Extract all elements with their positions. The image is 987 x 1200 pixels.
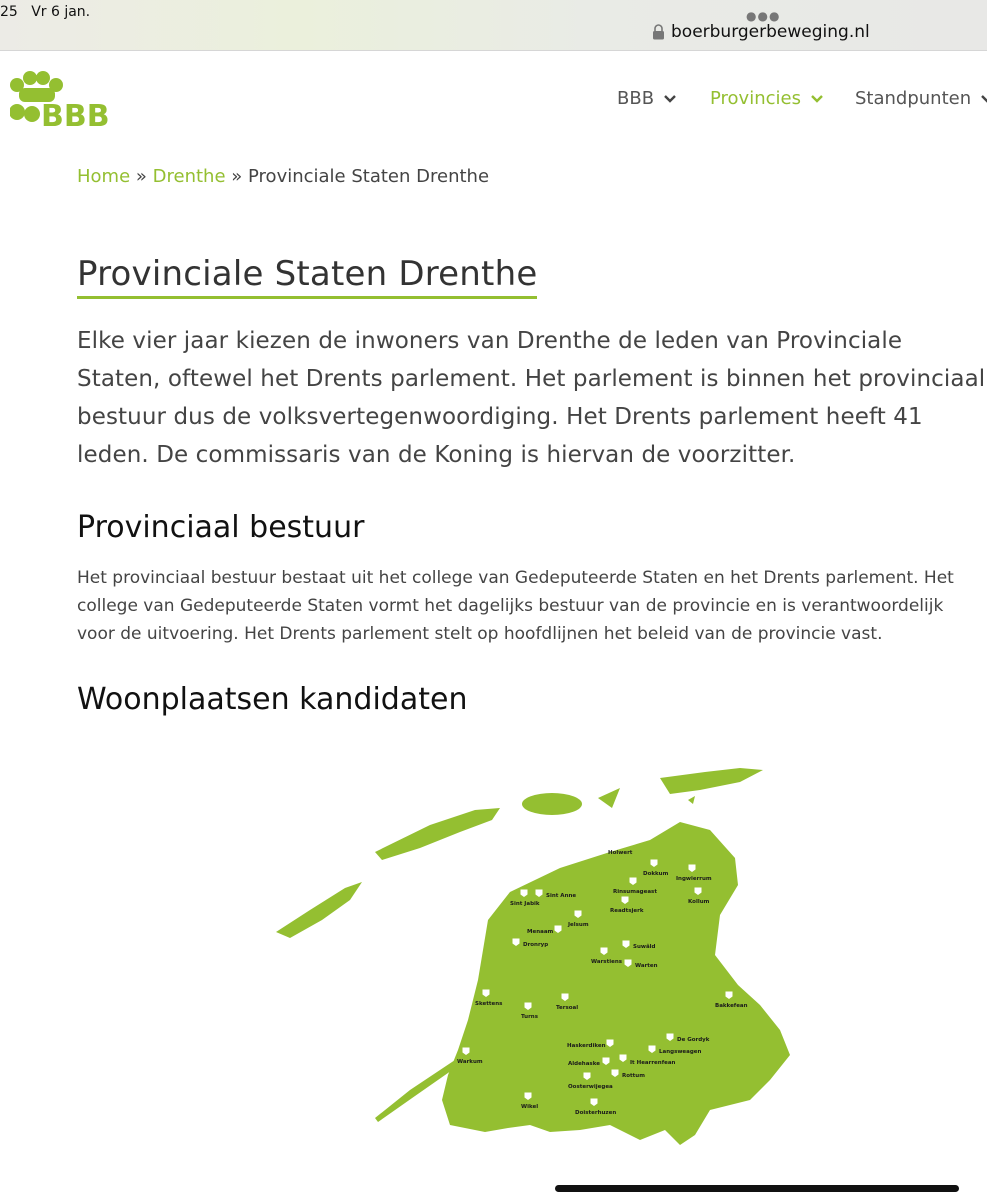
- map-place-label: Dronryp: [523, 942, 549, 948]
- breadcrumb-home-link[interactable]: Home: [77, 166, 131, 187]
- breadcrumb: [77, 166, 489, 187]
- chevron-down-icon: [664, 95, 676, 103]
- map-place-label: Doisterhuzen: [575, 1110, 617, 1116]
- map-place-label: Oosterwijegea: [568, 1084, 613, 1090]
- map-place-label: It Hearrenfean: [630, 1060, 676, 1066]
- map-place-label: Haskerdiken: [567, 1043, 606, 1049]
- section-heading-woonplaatsen: Woonplaatsen kandidaten: [77, 682, 468, 717]
- map-landmass: [276, 768, 790, 1145]
- page-title: Provinciale Staten Drenthe: [77, 254, 537, 299]
- home-indicator[interactable]: [555, 1185, 959, 1192]
- map-place-label: Aldehaske: [568, 1061, 600, 1067]
- map-place-label: Dokkum: [643, 871, 669, 877]
- map-place-label: Menaam: [527, 929, 554, 935]
- map-place-label: Ingwierrum: [676, 876, 712, 882]
- map-place-label: Tersoal: [556, 1005, 579, 1011]
- browser-status-bar: [0, 0, 987, 51]
- bbb-logo[interactable]: [10, 68, 125, 134]
- tab-dots-icon[interactable]: ●●●: [746, 9, 781, 23]
- breadcrumb-current: Provinciale Staten Drenthe: [248, 166, 490, 187]
- breadcrumb-separator: »: [231, 166, 243, 187]
- logo-text: BBB: [41, 99, 110, 130]
- map-place-label: Warstiens: [591, 959, 623, 965]
- lock-icon: [652, 24, 665, 40]
- map-place-label: Rottum: [622, 1073, 645, 1079]
- map-place-label: Skettens: [475, 1001, 503, 1007]
- map-place-label: Wikel: [521, 1104, 539, 1110]
- map-place-label: Warten: [635, 963, 658, 969]
- intro-paragraph: Elke vier jaar kiezen de inwoners van Drenthe de leden van Provinciale Staten, oftewel het Drents parlement. Het parlement is binnen het provinciaal bestuur dus de volksvertegenwoordiging. Het Drents parlement heeft 41 leden. De commissaris van de Koning is hiervan de voorzitter.: [77, 328, 986, 468]
- map-place-label: Warkum: [457, 1059, 483, 1065]
- map-place-label: Bakkefean: [715, 1003, 748, 1009]
- map-place-label: Sint Jabik: [510, 901, 540, 907]
- nav-item-bbb[interactable]: BBB: [617, 88, 676, 109]
- breadcrumb-separator: »: [135, 166, 147, 187]
- status-date: 25 Vr 6 jan.: [0, 4, 91, 20]
- breadcrumb-drenthe-link[interactable]: Drenthe: [152, 166, 226, 187]
- chevron-down-icon: [811, 95, 823, 103]
- map-place-label: De Gordyk: [677, 1037, 710, 1043]
- map-place-label: Langsweagen: [659, 1049, 702, 1055]
- friesland-candidates-map: [270, 760, 800, 1155]
- map-place-label: Jelsum: [568, 922, 589, 928]
- map-place-label: Readtsjerk: [610, 908, 644, 914]
- nav-item-standpunten[interactable]: Standpunten: [855, 88, 987, 109]
- map-place-label: Kollum: [688, 899, 710, 905]
- chevron-down-icon: [981, 95, 987, 103]
- map-place-label: Rinsumageast: [613, 889, 657, 895]
- map-place-label: Suwâld: [633, 944, 656, 950]
- map-place-label: Sint Anne: [546, 893, 577, 899]
- section-heading-provinciaal-bestuur: Provinciaal bestuur: [77, 510, 365, 545]
- section-body-provinciaal-bestuur: Het provinciaal bestuur bestaat uit het college van Gedeputeerde Staten en het Drents parlement. Het college van Gedeputeerde Staten vormt het dagelijks bestuur van de provincie en is verantwoordelijk voor de uitvoering. Het Drents parlement stelt op hoofdlijnen het beleid van de provincie vast.: [77, 568, 954, 644]
- map-place-label: Turns: [521, 1014, 538, 1020]
- address-bar[interactable]: [652, 22, 870, 42]
- nav-item-provincies[interactable]: Provincies: [710, 88, 823, 109]
- map-place-label: Holwert: [608, 850, 633, 856]
- url-text: boerburgerbeweging.nl: [671, 22, 870, 42]
